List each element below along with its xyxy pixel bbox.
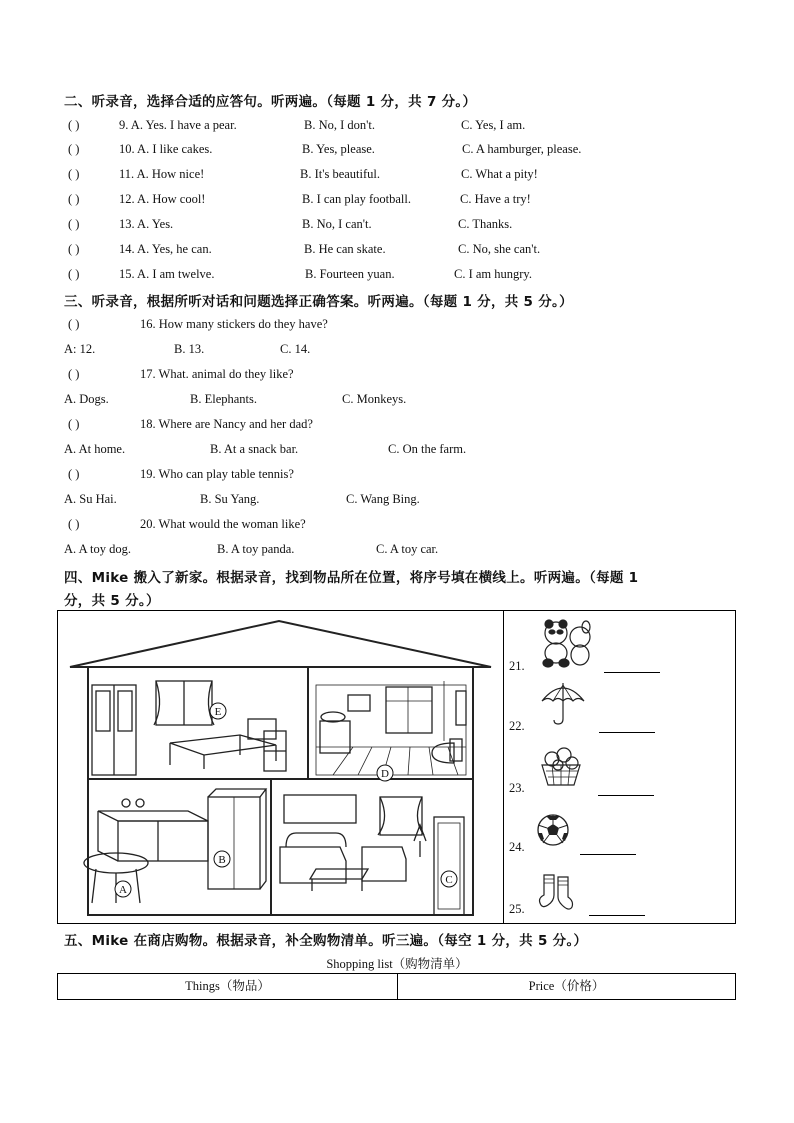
answer-blank-24[interactable] — [580, 854, 636, 855]
answer-parenthesis[interactable]: ( ) — [68, 142, 80, 156]
umbrella-icon — [538, 679, 588, 727]
option-b: B. A toy panda. — [217, 542, 295, 556]
room-label-d: D — [381, 768, 389, 780]
option-a: A. Su Hai. — [64, 492, 117, 506]
option-a: 14. A. Yes, he can. — [119, 242, 212, 256]
section3-heading: 三、听录音，根据所听对话和问题选择正确答案。听两遍。（每题 1 分，共 5 分。） — [64, 294, 573, 310]
item-label-22: 22. — [509, 719, 525, 733]
option-b: B. Yes, please. — [302, 142, 375, 156]
section4-heading-line1: 四、Mike 搬入了新家。根据录音，找到物品所在位置，将序号填在横线上。听两遍。（每题 1 — [64, 570, 639, 586]
shopping-list-caption: Shopping list（购物清单） — [326, 957, 468, 971]
answer-parenthesis[interactable]: ( ) — [68, 317, 80, 331]
question-text: 20. What would the woman like? — [140, 517, 306, 531]
option-a: A: 12. — [64, 342, 96, 356]
answer-blank-21[interactable] — [604, 672, 660, 673]
house-illustration — [58, 611, 503, 923]
answer-parenthesis[interactable]: ( ) — [68, 417, 80, 431]
option-c: C. No, she can't. — [458, 242, 541, 256]
option-b: B. He can skate. — [304, 242, 386, 256]
option-c: C. On the farm. — [388, 442, 467, 456]
option-c: C. Yes, I am. — [461, 118, 526, 132]
room-label-c: C — [445, 874, 453, 886]
answer-parenthesis[interactable]: ( ) — [68, 267, 80, 281]
option-c: C. Have a try! — [460, 192, 531, 206]
fruit-basket-icon — [538, 741, 584, 789]
answer-parenthesis[interactable]: ( ) — [68, 467, 80, 481]
option-a: A. At home. — [64, 442, 126, 456]
option-c: C. A hamburger, please. — [462, 142, 582, 156]
toy-panda-icon — [536, 615, 596, 669]
roof-shape — [70, 621, 491, 667]
option-b: B. 13. — [174, 342, 205, 356]
option-a: 12. A. How cool! — [119, 192, 206, 206]
answer-parenthesis[interactable]: ( ) — [68, 192, 80, 206]
option-b: B. It's beautiful. — [300, 167, 381, 181]
option-a: 11. A. How nice! — [119, 167, 205, 181]
option-c: C. Monkeys. — [342, 392, 407, 406]
option-a: A. A toy dog. — [64, 542, 132, 556]
option-b: B. I can play football. — [302, 192, 411, 206]
answer-parenthesis[interactable]: ( ) — [68, 217, 80, 231]
question-text: 16. How many stickers do they have? — [140, 317, 328, 331]
answer-parenthesis[interactable]: ( ) — [68, 517, 80, 531]
option-b: B. No, I don't. — [304, 118, 376, 132]
question-text: 18. Where are Nancy and her dad? — [140, 417, 313, 431]
answer-parenthesis[interactable]: ( ) — [68, 367, 80, 381]
option-a: 10. A. I like cakes. — [119, 142, 213, 156]
section5-heading: 五、Mike 在商店购物。根据录音，补全购物清单。听三遍。（每空 1 分，共 5 分。） — [64, 933, 588, 949]
socks-icon — [538, 871, 578, 913]
answer-blank-25[interactable] — [589, 915, 645, 916]
option-c: C. 14. — [280, 342, 311, 356]
item-label-21: 21. — [509, 659, 525, 673]
column-header-things: Things（物品） — [185, 979, 270, 993]
answer-blank-23[interactable] — [598, 795, 654, 796]
option-b: B. Fourteen yuan. — [305, 267, 395, 281]
option-c: C. I am hungry. — [454, 267, 532, 281]
option-b: B. At a snack bar. — [210, 442, 299, 456]
item-label-25: 25. — [509, 902, 525, 916]
option-c: C. A toy car. — [376, 542, 439, 556]
room-label-b: B — [218, 854, 226, 866]
answer-parenthesis[interactable]: ( ) — [68, 242, 80, 256]
room-label-e: E — [214, 706, 222, 718]
room-label-a: A — [119, 884, 127, 896]
option-a: 15. A. I am twelve. — [119, 267, 215, 281]
section4-heading-line2: 分，共 5 分。） — [64, 593, 160, 609]
option-c: C. Wang Bing. — [346, 492, 420, 506]
answer-parenthesis[interactable]: ( ) — [68, 167, 80, 181]
house-picture-box — [57, 610, 736, 924]
picture-divider — [503, 611, 504, 923]
option-c: C. What a pity! — [461, 167, 538, 181]
shopping-list-table — [57, 973, 736, 1000]
question-text: 17. What. animal do they like? — [140, 367, 294, 381]
column-header-price: Price（价格） — [528, 979, 605, 993]
option-a: 9. A. Yes. I have a pear. — [119, 118, 237, 132]
question-text: 19. Who can play table tennis? — [140, 467, 294, 481]
section2-heading: 二、听录音，选择合适的应答句。听两遍。（每题 1 分，共 7 分。） — [64, 94, 477, 110]
item-label-24: 24. — [509, 840, 525, 854]
football-icon — [536, 813, 570, 847]
option-a: 13. A. Yes. — [119, 217, 174, 231]
item-label-23: 23. — [509, 781, 525, 795]
answer-parenthesis[interactable]: ( ) — [68, 118, 80, 132]
option-b: B. Su Yang. — [200, 492, 260, 506]
answer-blank-22[interactable] — [599, 732, 655, 733]
option-b: B. Elephants. — [190, 392, 258, 406]
option-c: C. Thanks. — [458, 217, 513, 231]
option-a: A. Dogs. — [64, 392, 109, 406]
option-b: B. No, I can't. — [302, 217, 372, 231]
